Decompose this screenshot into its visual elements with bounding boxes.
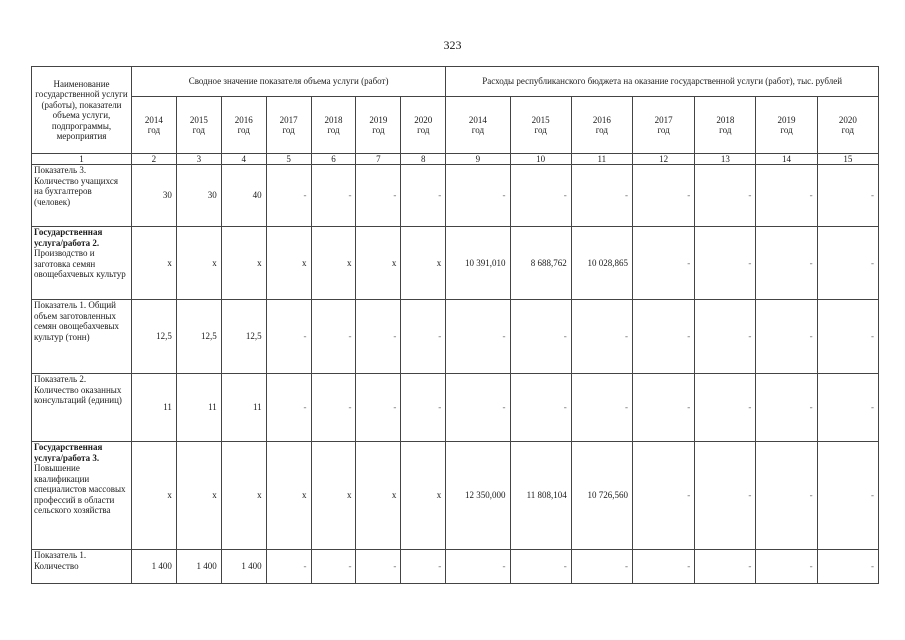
row-name-text: Показатель 2. Количество оказанных консультаций (единиц) (34, 374, 122, 405)
table-row (32, 165, 879, 227)
column-number: 2 (131, 154, 176, 165)
value-cell: 11 (221, 374, 266, 442)
value-cell: - (756, 165, 817, 227)
value-cell: - (695, 227, 756, 300)
column-number: 9 (446, 154, 510, 165)
column-number: 7 (356, 154, 401, 165)
column-number: 8 (401, 154, 446, 165)
value-cell: 12,5 (221, 300, 266, 374)
value-cell: - (266, 165, 311, 227)
value-cell: - (632, 227, 694, 300)
value-cell: x (401, 442, 446, 550)
value-cell: x (221, 227, 266, 300)
value-cell: - (756, 550, 817, 584)
value-cell: - (510, 300, 571, 374)
value-cell: 40 (221, 165, 266, 227)
year-header: 2017 год (266, 97, 311, 154)
column-number: 3 (176, 154, 221, 165)
value-cell: 11 808,104 (510, 442, 571, 550)
column-number: 13 (695, 154, 756, 165)
value-cell: - (510, 165, 571, 227)
value-cell: x (311, 227, 356, 300)
row-name (32, 227, 132, 300)
column-number: 15 (817, 154, 878, 165)
table-row (32, 300, 879, 374)
value-cell: 1 400 (176, 550, 221, 584)
table-row (32, 442, 879, 550)
value-cell: - (510, 374, 571, 442)
row-name-text: Производство и заготовка семян овощебахчевых культур (34, 248, 126, 279)
value-cell: x (131, 227, 176, 300)
row-name (32, 374, 132, 442)
value-cell: 30 (176, 165, 221, 227)
value-cell: 8 688,762 (510, 227, 571, 300)
value-cell: 10 726,560 (571, 442, 632, 550)
column-number: 5 (266, 154, 311, 165)
row-name-text: Показатель 3. Количество учащихся на бухгалтеров (человек) (34, 165, 118, 207)
value-cell: - (571, 550, 632, 584)
value-cell: - (632, 374, 694, 442)
value-cell: x (401, 227, 446, 300)
value-cell: - (311, 550, 356, 584)
row-name-text: Показатель 1. Общий объем заготовленных семян овощебахчевых культур (тонн) (34, 300, 120, 342)
year-header: 2016 год (571, 97, 632, 154)
value-cell: 12 350,000 (446, 442, 510, 550)
column-number: 14 (756, 154, 817, 165)
year-header: 2014 год (131, 97, 176, 154)
value-cell: - (266, 550, 311, 584)
value-cell: - (356, 550, 401, 584)
value-cell: - (446, 165, 510, 227)
value-cell: - (695, 442, 756, 550)
value-cell: 11 (176, 374, 221, 442)
services-table (31, 66, 879, 584)
table-row (32, 227, 879, 300)
expenses-group-header: Расходы республиканского бюджета на оказание государственной услуги (работ), тыс. рублей (446, 67, 879, 97)
value-cell: x (131, 442, 176, 550)
value-cell: - (401, 300, 446, 374)
column-number: 10 (510, 154, 571, 165)
value-cell: - (446, 550, 510, 584)
column-number: 4 (221, 154, 266, 165)
value-cell: - (401, 550, 446, 584)
year-header: 2018 год (695, 97, 756, 154)
value-cell: - (695, 165, 756, 227)
value-cell: 30 (131, 165, 176, 227)
value-cell: - (817, 374, 878, 442)
value-cell: - (632, 550, 694, 584)
column-number: 1 (32, 154, 132, 165)
value-cell: - (632, 300, 694, 374)
year-header-row (32, 97, 879, 154)
value-cell: - (695, 300, 756, 374)
value-cell: 11 (131, 374, 176, 442)
value-cell: 1 400 (131, 550, 176, 584)
name-column-header: Наименование государственной услуги (работы), показатели объема услуги, подпрограммы, мероприятия (32, 67, 132, 154)
row-name-bold: Государственная услуга/работа 2. (34, 227, 103, 248)
column-number-row (32, 154, 879, 165)
value-cell: - (817, 550, 878, 584)
row-name (32, 442, 132, 550)
value-cell: - (817, 300, 878, 374)
year-header: 2014 год (446, 97, 510, 154)
row-name-bold: Государственная услуга/работа 3. (34, 442, 103, 463)
row-name (32, 300, 132, 374)
value-cell: 12,5 (176, 300, 221, 374)
year-header: 2020 год (817, 97, 878, 154)
column-number: 11 (571, 154, 632, 165)
value-cell: - (817, 227, 878, 300)
value-cell: - (632, 442, 694, 550)
value-cell: - (311, 374, 356, 442)
table-row (32, 374, 879, 442)
value-cell: - (266, 374, 311, 442)
value-cell: - (571, 300, 632, 374)
value-cell: - (756, 374, 817, 442)
year-header: 2020 год (401, 97, 446, 154)
value-cell: 1 400 (221, 550, 266, 584)
value-cell: x (266, 227, 311, 300)
value-cell: x (176, 442, 221, 550)
value-cell: - (571, 374, 632, 442)
value-cell: - (311, 300, 356, 374)
value-cell: 10 391,010 (446, 227, 510, 300)
value-cell: 10 028,865 (571, 227, 632, 300)
row-name-text: Повышение квалификации специалистов массовых профессий в области сельского хозяйства (34, 463, 126, 515)
value-cell: - (571, 165, 632, 227)
value-cell: - (756, 442, 817, 550)
year-header: 2015 год (176, 97, 221, 154)
value-cell: - (356, 300, 401, 374)
value-cell: x (356, 442, 401, 550)
row-name-text: Показатель 1. Количество (34, 550, 87, 571)
value-cell: - (356, 165, 401, 227)
value-cell: x (176, 227, 221, 300)
row-name (32, 165, 132, 227)
value-cell: - (401, 374, 446, 442)
value-cell: - (311, 165, 356, 227)
column-number: 12 (632, 154, 694, 165)
value-cell: - (356, 374, 401, 442)
value-cell: - (446, 374, 510, 442)
year-header: 2017 год (632, 97, 694, 154)
value-cell: - (695, 550, 756, 584)
value-cell: - (756, 227, 817, 300)
value-cell: - (817, 442, 878, 550)
value-cell: - (632, 165, 694, 227)
year-header: 2015 год (510, 97, 571, 154)
year-header: 2016 год (221, 97, 266, 154)
value-cell: x (311, 442, 356, 550)
year-header: 2019 год (356, 97, 401, 154)
value-cell: - (510, 550, 571, 584)
value-cell: - (817, 165, 878, 227)
value-cell: - (446, 300, 510, 374)
value-cell: x (266, 442, 311, 550)
page-number: 323 (443, 38, 462, 52)
row-name (32, 550, 132, 584)
value-cell: - (695, 374, 756, 442)
value-cell: x (356, 227, 401, 300)
year-header: 2019 год (756, 97, 817, 154)
table-row (32, 550, 879, 584)
value-cell: - (756, 300, 817, 374)
value-cell: - (266, 300, 311, 374)
value-cell: x (221, 442, 266, 550)
year-header: 2018 год (311, 97, 356, 154)
value-cell: 12,5 (131, 300, 176, 374)
column-number: 6 (311, 154, 356, 165)
value-cell: - (401, 165, 446, 227)
volume-group-header: Сводное значение показателя объема услуги (работ) (131, 67, 445, 97)
